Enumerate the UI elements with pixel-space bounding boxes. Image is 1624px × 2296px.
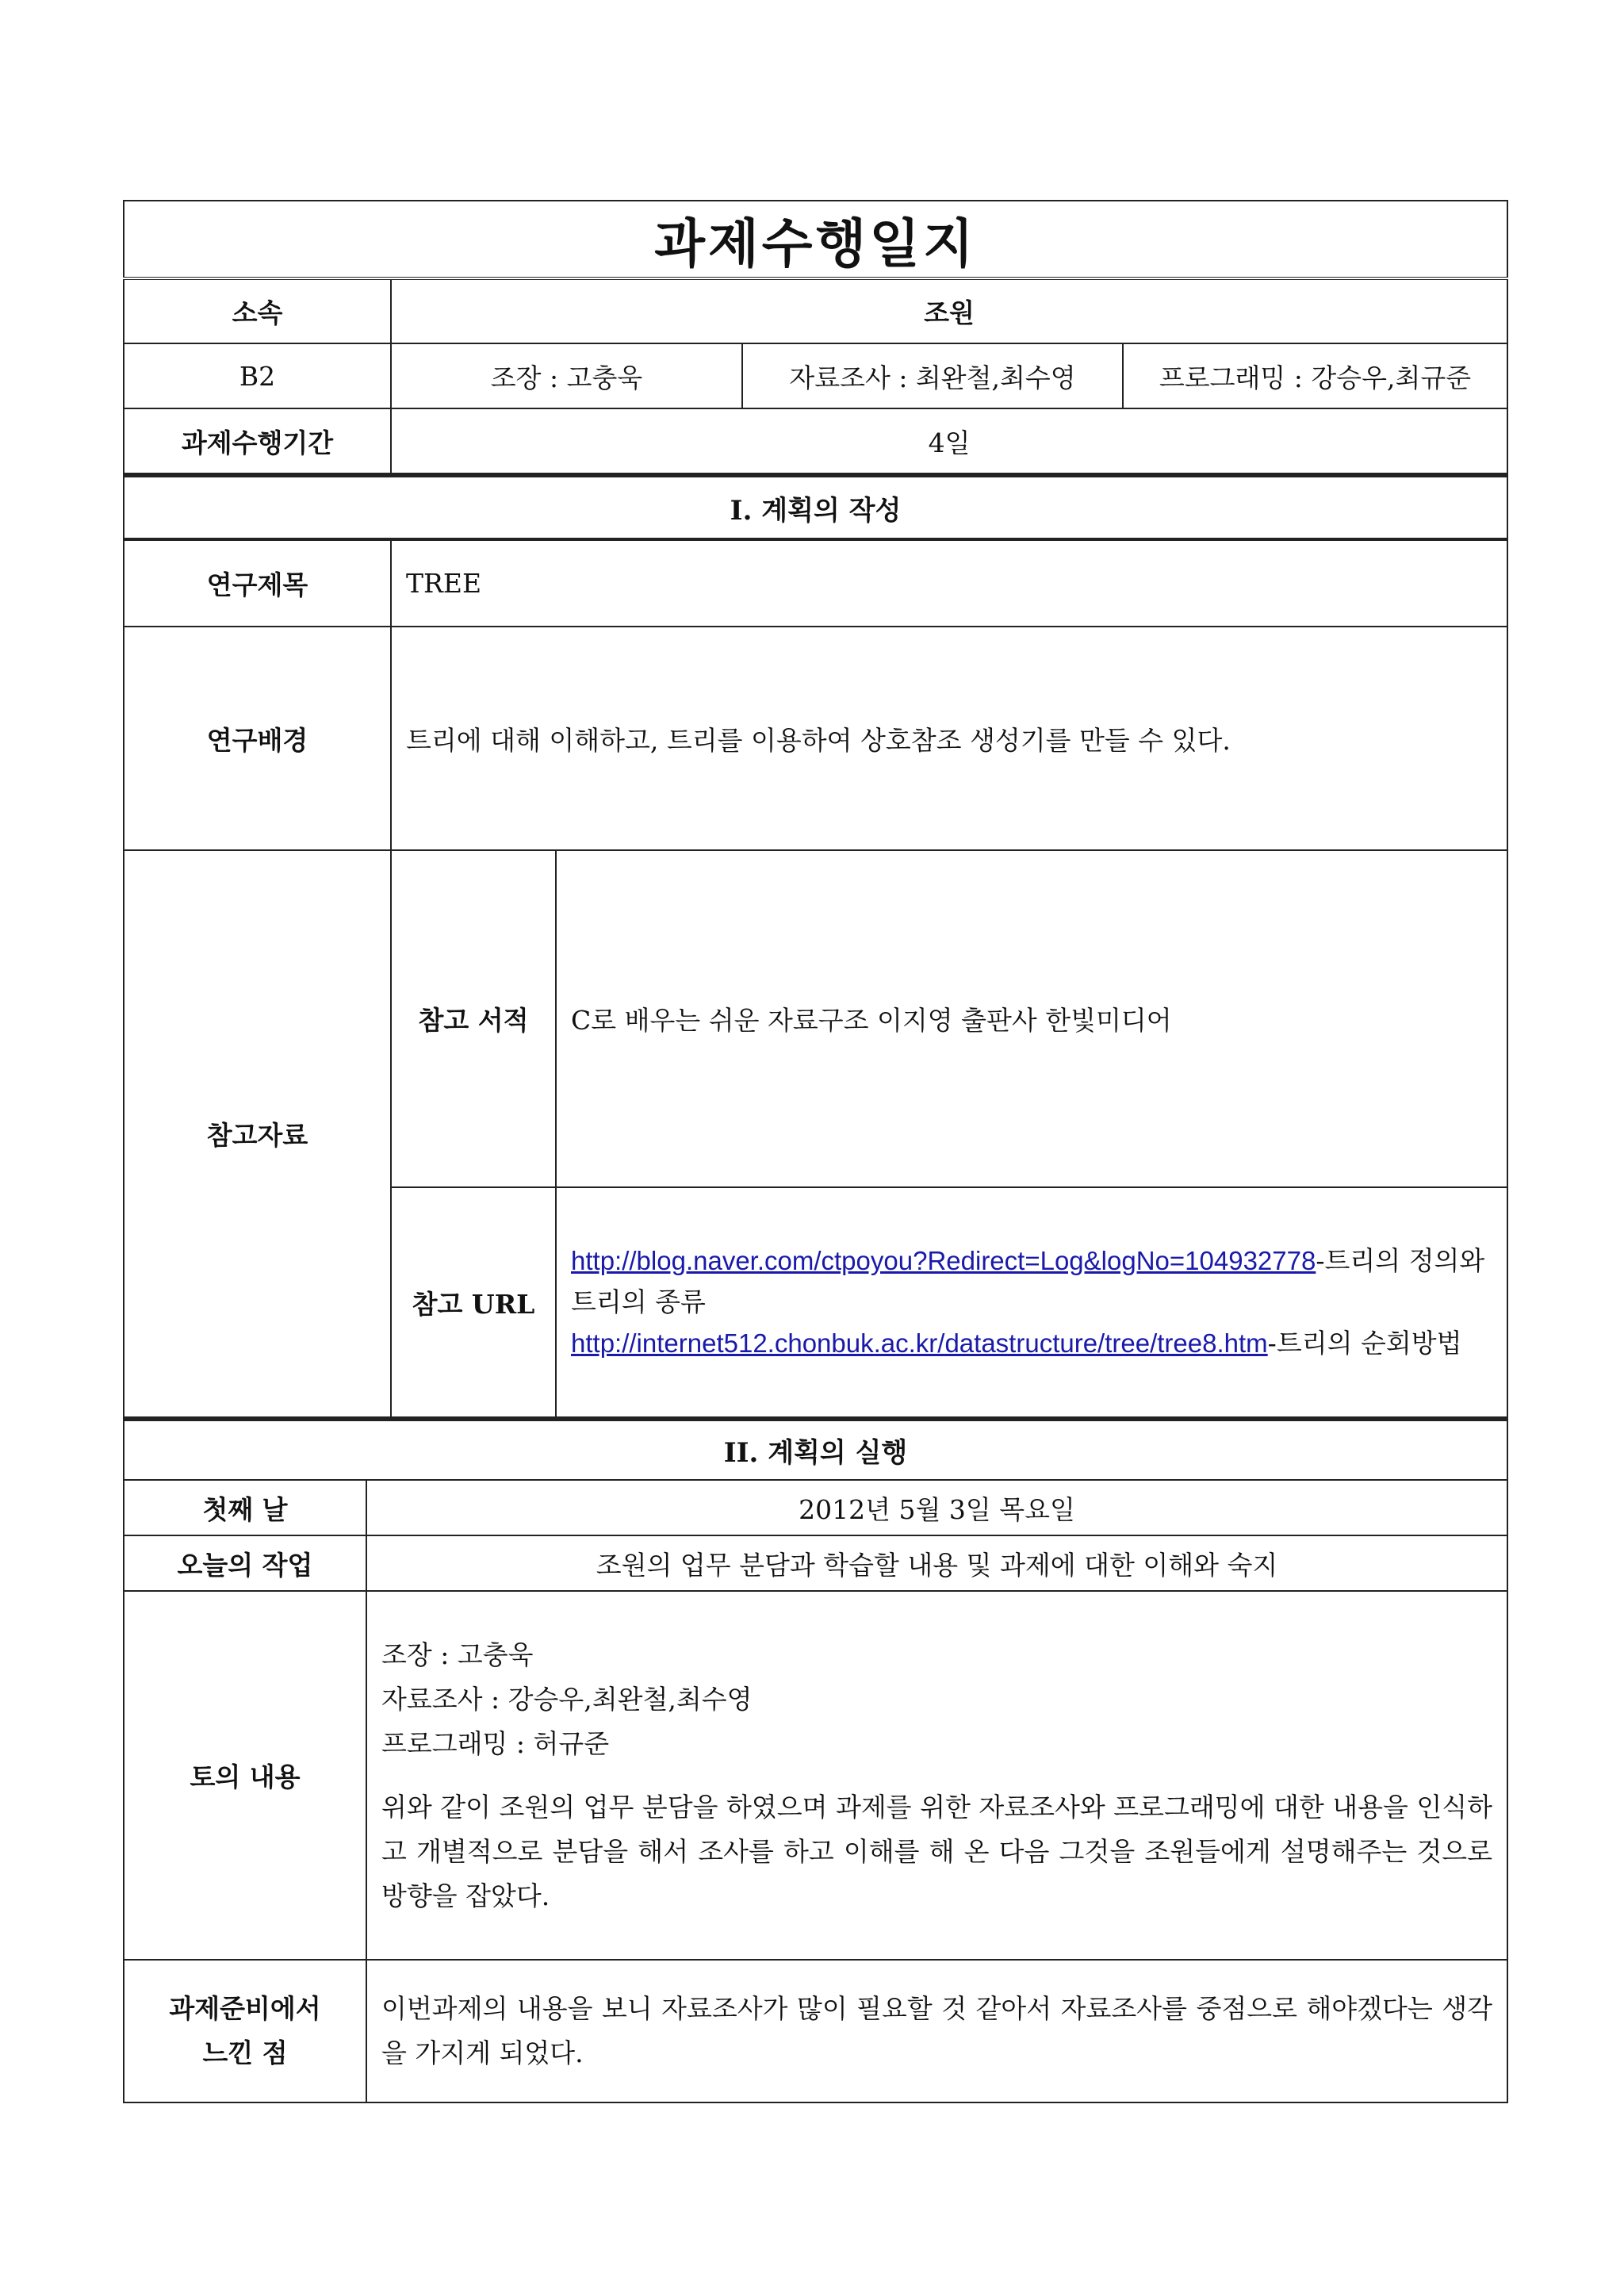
discussion-content: [366, 1591, 1507, 1960]
research-title-value: TREE: [391, 539, 1507, 627]
header-table: [123, 200, 1508, 474]
impression-label-line-2: 느낀 점: [202, 2037, 288, 2068]
references-label: 참고자료: [124, 850, 391, 1417]
affiliation-label: 소속: [124, 278, 391, 343]
impression-label-line-1: 과제준비에서: [169, 1993, 321, 2024]
affiliation-value: 조원: [391, 278, 1507, 343]
reference-link-2-desc: -트리의 순회방법: [1267, 1328, 1462, 1359]
impression-value: 이번과제의 내용을 보니 자료조사가 많이 필요할 것 같아서 자료조사를 중점으로 해야겠다는 생각을 가지게 되었다.: [366, 1960, 1507, 2102]
background-label: 연구배경: [124, 627, 391, 850]
reference-link-1[interactable]: http://blog.naver.com/ctpoyou?Redirect=Log&logNo=104932778: [571, 1246, 1316, 1275]
reference-link-2[interactable]: http://internet512.chonbuk.ac.kr/datastructure/tree/tree8.htm: [571, 1328, 1268, 1358]
period-value: 4일: [391, 408, 1507, 473]
url-cell: [556, 1187, 1507, 1417]
team-group: B2: [124, 343, 391, 408]
book-value: C로 배우는 쉬운 자료구조 이지영 출판사 한빛미디어: [556, 850, 1507, 1187]
background-value: 트리에 대해 이해하고, 트리를 이용하여 상호참조 생성기를 만들 수 있다.: [391, 627, 1507, 850]
discussion-line-3: 프로그래밍 : 허규준: [381, 1727, 610, 1759]
journal-form: [123, 200, 1507, 2103]
plan-table: [123, 474, 1508, 1418]
execution-table: [123, 1418, 1508, 2103]
url-label: 참고 URL: [391, 1187, 556, 1417]
discussion-paragraph: 위와 같이 조원의 업무 분담을 하였으며 과제를 위한 자료조사와 프로그래밍에 대한 내용을 인식하고 개별적으로 분담을 해서 조사를 하고 이해를 해 온 다음 그것을 조원들에게 설명해주는 것으로 방향을 잡았다.: [381, 1791, 1493, 1911]
book-label: 참고 서적: [391, 850, 556, 1187]
team-programming: 프로그래밍 : 강승우,최규준: [1123, 343, 1507, 408]
day1-value: 2012년 5월 3일 목요일: [366, 1480, 1507, 1535]
section-2-heading: II. 계획의 실행: [124, 1420, 1507, 1480]
section-1-heading: I. 계획의 작성: [124, 476, 1507, 539]
team-leader: 조장 : 고충욱: [391, 343, 742, 408]
impression-label: [124, 1960, 366, 2102]
reference-link-1-desc: -트리의 정의와 트리의 종류: [571, 1245, 1485, 1317]
today-work-label: 오늘의 작업: [124, 1535, 366, 1591]
team-research: 자료조사 : 최완철,최수영: [742, 343, 1123, 408]
period-label: 과제수행기간: [124, 408, 391, 473]
discussion-line-2: 자료조사 : 강승우,최완철,최수영: [381, 1683, 753, 1715]
discussion-line-1: 조장 : 고충욱: [381, 1639, 534, 1670]
research-title-label: 연구제목: [124, 539, 391, 627]
discussion-spacer: [381, 1766, 1492, 1785]
discussion-label: 토의 내용: [124, 1591, 366, 1960]
page-title: 과제수행일지: [124, 201, 1507, 278]
day1-label: 첫째 날: [124, 1480, 366, 1535]
today-work-value: 조원의 업무 분담과 학습할 내용 및 과제에 대한 이해와 숙지: [366, 1535, 1507, 1591]
